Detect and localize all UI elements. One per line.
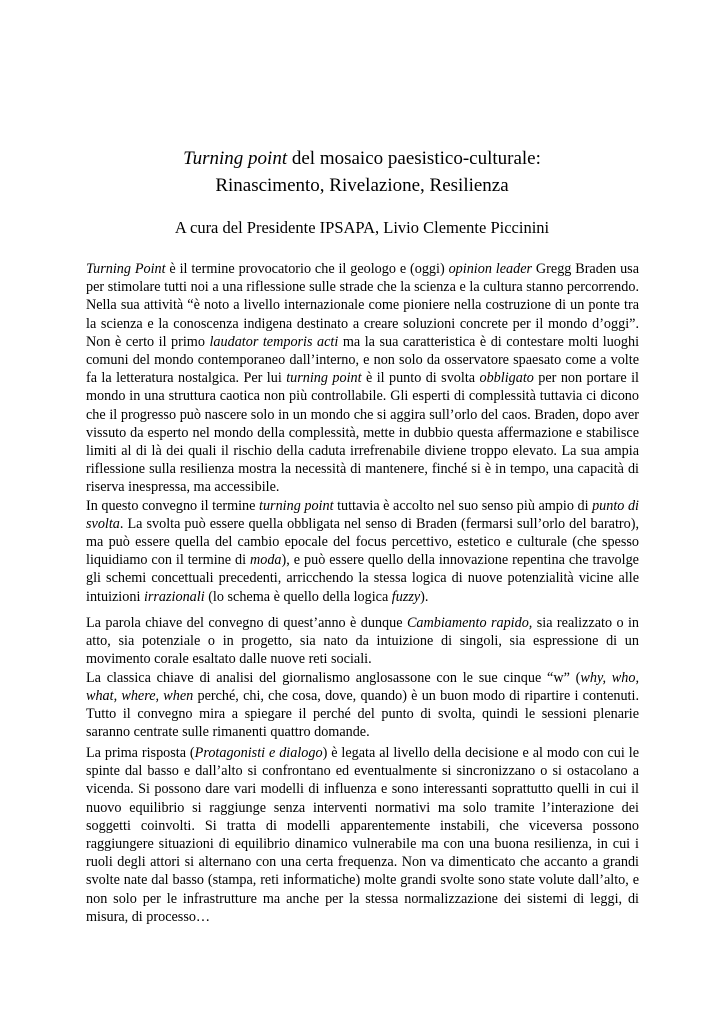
paragraph-text: è il punto di svolta bbox=[361, 370, 480, 387]
paragraph-text: Gregg Braden usa per stimolare tutti noi a una riflessione sulle strade che la scienza e la cultura stanno percorrendo. Nella sua attività “è noto a livello internazionale come pioniere nella costruzione di un ponte tra la scienza e la conoscenza indigena destinato a creare soluzioni concrete per il mondo d’oggi”. Non è certo il primo bbox=[86, 261, 640, 350]
paragraph-text: La prima risposta ( bbox=[86, 745, 195, 761]
paragraph-4 bbox=[86, 669, 639, 742]
italic-term: moda bbox=[250, 552, 282, 569]
paragraph-3 bbox=[86, 614, 639, 669]
italic-term: Cambiamento rapido, bbox=[406, 615, 533, 631]
body-block-2 bbox=[86, 614, 639, 741]
document-subtitle: A cura del Presidente IPSAPA, Livio Clemente Piccinini bbox=[174, 218, 550, 237]
italic-term: irrazionali bbox=[143, 588, 205, 605]
paragraph-text: ), e può essere quello della innovazione repentina che travolge gli schemi concettuali precedenti, arricchendo la stessa logica di nuove potenzialità vicine alle intuizioni bbox=[86, 552, 639, 605]
italic-term: obbligato bbox=[479, 370, 534, 387]
italic-term: punto di svolta bbox=[86, 497, 639, 532]
paragraph-text: ma la sua caratteristica è di contestare molti luoghi comuni del mondo contemporaneo dall’interno, e non solo da osservatore spaesato come a volte fa la letteratura nostalgica. Per lui bbox=[86, 333, 640, 387]
paragraph-text: perché, chi, che cosa, dove, quando) è un buon modo di ripartire i contenuti. Tutto il convegno mira a spiegare il perché del punto di svolta, quindi le sessioni plenarie saranno centrate sulle rimanenti quattro domande. bbox=[86, 687, 639, 741]
paragraph-text: (lo schema è quello della logica bbox=[204, 588, 392, 605]
title-italic-turning-point: Turning point bbox=[183, 148, 288, 169]
italic-term: turning point bbox=[259, 497, 334, 514]
paragraph-2 bbox=[86, 497, 639, 606]
paragraph-1 bbox=[86, 260, 639, 497]
paragraph-text: è il termine provocatorio che il geologo e (oggi) bbox=[165, 261, 449, 277]
paragraph-text: La parola chiave del convegno di quest’anno è dunque bbox=[86, 615, 407, 631]
paragraph-text: sia realizzato o in atto, sia potenziale o in progetto, sia nato da intuizione di singoli, sia espressione di un movimento corale esaltato dalle nuove reti sociali. bbox=[86, 615, 639, 668]
italic-term: turning point bbox=[286, 370, 362, 387]
paragraph-text: tuttavia è accolto nel suo senso più ampio di bbox=[333, 497, 593, 514]
body-block-1 bbox=[86, 260, 639, 606]
italic-term: fuzzy bbox=[391, 588, 421, 605]
paragraph-text: per non portare il mondo in una struttura caotica non più controllabile. Gli esperti di complessità tuttavia ci dicono che il progresso può nascere solo in un mondo che si aggira sull’orlo del caos. Braden, dopo aver vissuto da esperto nel mondo della complessità, mette in dubbio questa affermazione e stabilisce limiti al di là dei quali il rischio della caduta irrefrenabile diviene troppo elevato. La sua ampia riflessione sulla resilienza mostra la necessità di mantenere, finché si è in tempo, una capacità di riserva inespressa, ma accessibile. bbox=[86, 370, 639, 496]
paragraph-text: ) è legata al livello della decisione e al modo con cui le spinte dal basso e dall’alto si confrontano ed eventualmente si sincronizzano o si ostacolano a vicenda. Si possono dare vari modelli di influenza e sono interessanti soprattutto quelli in cui il nuovo equilibrio si raggiunge senza interventi normativi ma solo tramite l’interazione dei soggetti coinvolti. Si tratta di modelli apparentemente instabili, che viceversa possono raggiungere situazioni di equilibrio dinamico vulnerabile ma con una buona resilienza, in cui i ruoli degli attori si alternano con una certa frequenza. Non va dimenticato che accanto a grandi svolte nate dal basso (stampa, reti informatiche) molte grandi svolte sono state volute dall’alto, e non solo per le infrastrutture ma anche per la stessa normalizzazione dei sistemi di leggi, di misura, di processo… bbox=[86, 745, 639, 925]
italic-term: opinion leader bbox=[448, 261, 533, 277]
paragraph-text: ). bbox=[420, 588, 429, 605]
document-title-line-1 bbox=[0, 146, 724, 172]
italic-term: Protagonisti e dialogo bbox=[194, 745, 323, 761]
body-block-3 bbox=[86, 744, 639, 926]
italic-term: Turning Point bbox=[86, 261, 166, 277]
paragraph-text: In questo convegno il termine bbox=[86, 497, 260, 514]
paragraph-text: . La svolta può essere quella obbligata nel senso di Braden (fermarsi sull’orlo del baratro), ma può essere quella del cambio epocale del focus percettivo, estetico e culturale (che spesso liquidiamo con il termine di bbox=[86, 515, 639, 569]
title-line-1-rest: del mosaico paesistico-culturale: bbox=[287, 148, 541, 169]
italic-term: laudator temporis acti bbox=[209, 333, 339, 350]
paragraph-5 bbox=[86, 744, 639, 926]
paragraph-text: La classica chiave di analisi del giornalismo anglosassone con le sue cinque “w” ( bbox=[86, 669, 581, 686]
document-title-line-2: Rinascimento, Rivelazione, Resilienza bbox=[215, 175, 509, 196]
italic-term: why, who, what, where, when bbox=[86, 669, 639, 704]
